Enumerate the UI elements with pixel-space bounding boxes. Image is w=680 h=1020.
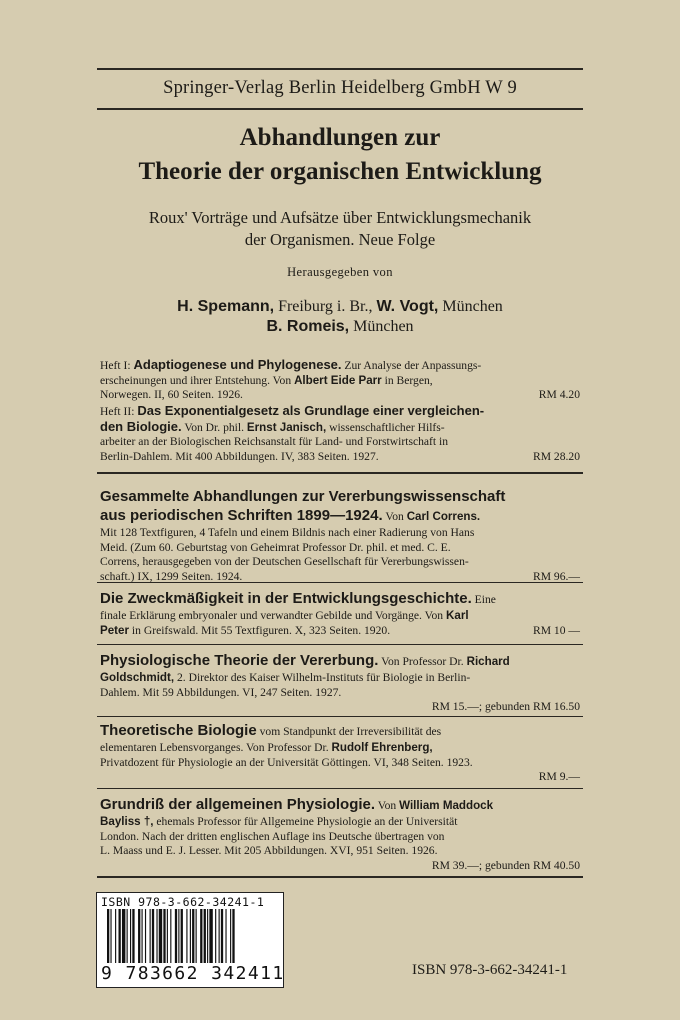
barcode-bar [138,909,140,963]
book5-author: William Maddock [399,799,494,812]
top-rule [97,68,583,70]
book2-line1: Eine [471,593,496,606]
book3-line2: 2. Direktor des Kaiser Wilhelm-Instituts für Biologie in Berlin- [174,671,471,684]
divider-2 [97,644,583,645]
book2-author: Karl [446,609,469,622]
divider-4 [97,788,583,789]
series-subtitle-line2: der Organismen. Neue Folge [244,230,436,249]
heft1-title: Adaptiogenese und Phylogenese. [133,357,342,372]
book4-title: Theoretische Biologie [100,722,257,739]
book4-price: RM 9.— [538,770,580,784]
book1-author: Carl Correns. [406,510,481,523]
heft1-line2: erscheinungen und ihrer Entstehung. Von [100,373,295,387]
barcode-bar [170,909,171,963]
series-title-line1: Abhandlungen zur [239,124,441,151]
barcode-bar [145,909,146,963]
heft1-line3: Norwegen. II, 60 Seiten. 1926. [100,388,243,402]
book3-line3: Dahlem. Mit 59 Abbildungen. VI, 247 Seiten. 1927. [100,685,342,699]
barcode-bar [127,909,128,963]
book3-title: Physiologische Theorie der Vererbung. [100,652,379,669]
barcode-bar [115,909,116,963]
editor-romeis: B. Romeis, [266,318,350,335]
barcode-bar [209,909,212,963]
barcode-bar [132,909,134,963]
barcode-bars [97,909,283,965]
book1-by: Von [382,510,407,523]
book1-line3: Mit 128 Textfiguren, 4 Tafeln und einem Bildnis nach einer Radierung von Hans [100,526,475,539]
book2-entry [100,590,580,638]
divider-1 [97,582,583,583]
heft2-title: Das Exponentialgesetz als Grundlage einer vergleichen- [137,403,485,418]
barcode-bar [192,909,194,963]
barcode-bar [122,909,125,963]
barcode-bar [130,909,131,963]
barcode-bar [167,909,168,963]
barcode-bar [221,909,223,963]
barcode-bar [200,909,202,963]
heft2-price: RM 28.20 [532,449,580,463]
editor-romeis-place: München [349,318,414,335]
bottom-rule [97,876,583,878]
barcode-bar [207,909,208,963]
barcode-bar [186,909,187,963]
heft2-label: Heft II: [100,405,138,418]
book1-entry [100,488,580,584]
barcode-bar [119,909,121,963]
heft1-price: RM 4.20 [538,388,580,402]
book4-line3: Privatdozent für Physiologie an der Universität Göttingen. VI, 348 Seiten. 1923. [100,755,473,769]
heft1-author: Albert Eide Parr [294,373,382,387]
book1-title: Gesammelte Abhandlungen zur Vererbungswissenschaft [100,488,506,505]
book2-line2: finale Erklärung embryonaler und verwandter Gebilde und Vorgänge. Von [100,609,447,622]
book5-line1: Von [375,799,400,812]
book2-price: RM 10 — [532,623,580,637]
publisher-line: Springer-Verlag Berlin Heidelberg GmbH W 9 [163,78,517,98]
barcode-bar [152,909,154,963]
book4-entry [100,722,580,785]
book5-entry [100,796,580,873]
book1-line6: schaft.) IX, 1299 Seiten. 1924. [100,569,243,583]
barcode [96,892,284,988]
book3-author-line2: Goldschmidt, [100,671,175,684]
book4-line1: vom Standpunkt der Irreversibilität des [256,725,442,738]
book5-title: Grundriß der allgemeinen Physiologie. [100,796,376,813]
heft2-line4: Berlin-Dahlem. Mit 400 Abbildungen. IV, 383 Seiten. 1927. [100,449,379,463]
book3-author: Richard [466,655,510,668]
book5-line3: London. Nach der dritten englischen Auflage ins Deutsche übertragen von [100,829,445,843]
book1-title-line2: aus periodischen Schriften 1899—1924. [100,507,383,524]
book5-line2: ehemals Professor für Allgemeine Physiologie an der Universität [153,815,458,828]
book4-author: Rudolf Ehrenberg, [331,741,433,754]
editor-spemann: H. Spemann, [177,298,275,315]
barcode-bar [225,909,226,963]
heft1-line1: Zur Analyse der Anpassungs- [341,359,482,372]
publisher-rule [97,108,583,110]
heft2-line2: Von Dr. phil. [181,420,247,434]
barcode-bar [163,909,165,963]
book1-line5: Correns, herausgegeben von der Deutschen Gesellschaft für Vererbungswissen- [100,555,469,569]
book5-price: RM 39.—; gebunden RM 40.50 [431,858,580,872]
book2-author-line3: Peter [100,623,130,637]
barcode-bar [107,909,109,963]
barcode-bar [181,909,183,963]
book3-price: RM 15.—; gebunden RM 16.50 [431,700,580,714]
editors-line2 [97,318,583,336]
barcode-bar [196,909,197,963]
barcode-bar [150,909,151,963]
editors-line1 [97,298,583,316]
barcode-bar [219,909,220,963]
book2-title: Die Zweckmäßigkeit in der Entwicklungsgeschichte. [100,590,472,607]
series-subtitle-line1: Roux' Vorträge und Aufsätze über Entwicklungsmechanik [148,208,532,227]
isbn-text: ISBN 978-3-662-34241-1 [412,962,568,978]
edited-by: Herausgegeben von [287,265,393,279]
book1-price: RM 96.— [532,569,580,583]
barcode-bar [110,909,111,963]
barcode-bar [159,909,162,963]
heft2-line3: arbeiter an der Biologischen Reichsanstalt für Land- und Forstwirtschaft in [100,435,449,449]
barcode-bar [190,909,191,963]
editor-vogt-place: München [438,298,503,315]
barcode-digits: 9 783662 342411 [101,963,285,984]
heft1-label: Heft I: [100,359,134,372]
book3-entry [100,652,580,715]
heft2-title-line2: den Biologie. [100,418,182,434]
barcode-bar [178,909,179,963]
heft2-author: Ernst Janisch, [246,420,327,434]
barcode-bar [175,909,177,963]
barcode-bar [215,909,216,963]
book1-line4: Meid. (Zum 60. Geburtstag von Geheimrat Professor Dr. phil. et med. C. E. [100,540,451,554]
book5-line4: L. Maass und E. J. Lesser. Mit 205 Abbildungen. XVI, 951 Seiten. 1926. [100,844,438,858]
heft1-entry [100,358,580,403]
section-rule [97,472,583,474]
editor-vogt: W. Vogt, [376,298,439,315]
barcode-bar [142,909,143,963]
book4-line2: elementaren Lebensvorganges. Von Professor Dr. [100,741,332,754]
heft2-entry [100,404,580,464]
barcode-bar [204,909,206,963]
heft2-line2b: wissenschaftlicher Hilfs- [326,420,445,434]
barcode-isbn-label: ISBN 978-3-662-34241-1 [101,895,265,909]
series-title-line2: Theorie der organischen Entwicklung [138,158,542,185]
barcode-bar [232,909,234,963]
editor-spemann-place: Freiburg i. Br., [274,298,377,315]
book3-line1: Von Professor Dr. [378,655,467,668]
heft1-line2b: in Bergen, [381,373,433,387]
barcode-bar [230,909,231,963]
book2-line3: in Greifswald. Mit 55 Textfiguren. X, 323 Seiten. 1920. [129,623,391,637]
barcode-bar [156,909,157,963]
divider-3 [97,716,583,717]
book5-author-line2: Bayliss †, [100,815,154,828]
